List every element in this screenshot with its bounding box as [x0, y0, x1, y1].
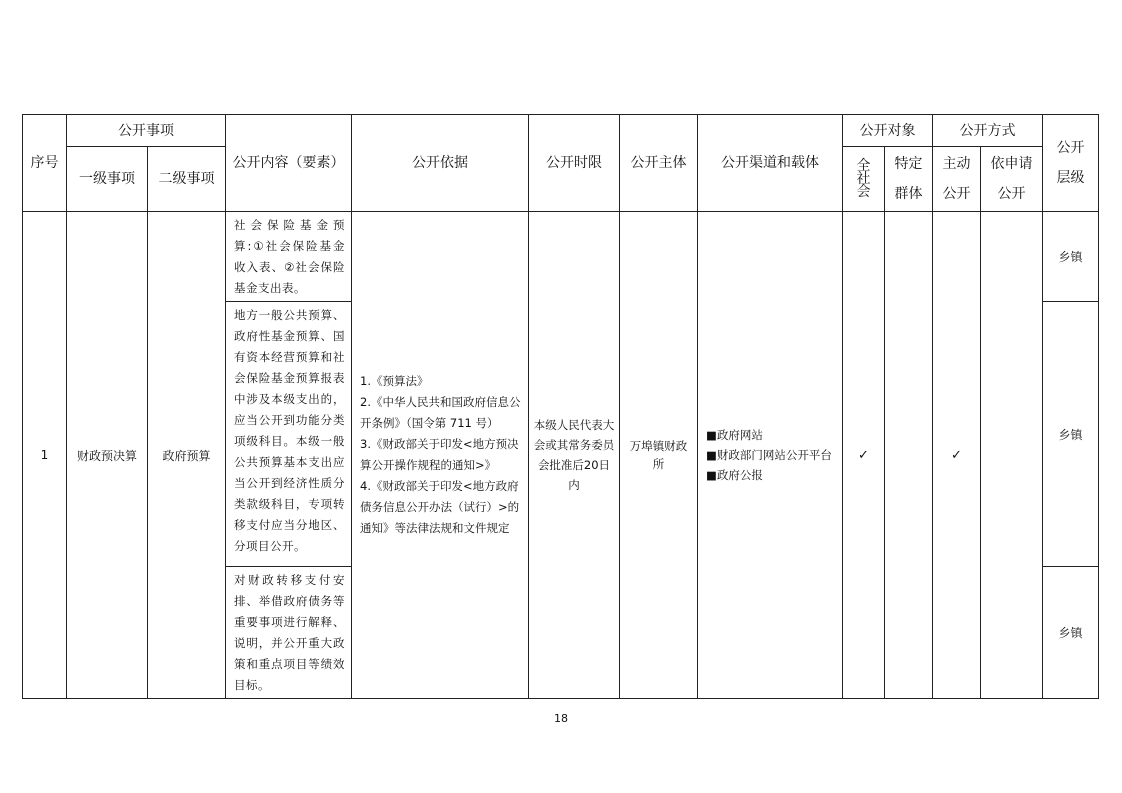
row-level-1: 乡镇 [1043, 212, 1099, 302]
row-all-society-check: ✓ [843, 212, 885, 699]
header-level2: 二级事项 [148, 147, 226, 212]
header-time-limit: 公开时限 [529, 115, 620, 212]
row-level-3: 乡镇 [1043, 567, 1099, 699]
row-level-2: 乡镇 [1043, 302, 1099, 567]
header-active-line2: 公开 [942, 186, 971, 202]
row-specific-check [885, 212, 933, 699]
header-level [1043, 115, 1099, 212]
row-basis [352, 212, 529, 699]
disclosure-table [22, 114, 1099, 699]
header-row-1 [23, 115, 1099, 147]
page-number: 18 [554, 712, 568, 725]
header-content: 公开内容（要素） [226, 115, 352, 212]
row-content-3: 对财政转移支付安排、举借政府债务等重要事项进行解释、说明，并公开重大政策和重点项目等绩效目标。 [226, 567, 352, 699]
row-content-2: 地方一般公共预算、政府性基金预算、国有资本经营预算和社会保险基金预算报表中涉及本级支出的，应当公开到功能分类项级科目。本级一般公共预算基本支出应当公开到经济性质分类款级科目，专项转移支付应当分地区、分项目公开。 [226, 302, 352, 567]
header-subject: 公开主体 [620, 115, 698, 212]
row-apply-check [981, 212, 1043, 699]
header-channel: 公开渠道和载体 [698, 115, 843, 212]
row-content-1: 社会保险基金预算:①社会保险基金收入表、②社会保险基金支出表。 [226, 212, 352, 302]
table-row [23, 212, 1099, 302]
row-channels [698, 212, 843, 699]
basis-item: 1.《预算法》 [360, 374, 429, 388]
header-all-society-char: 全 [856, 157, 871, 174]
row-active-check: ✓ [933, 212, 981, 699]
row-seq: 1 [23, 212, 67, 699]
header-apply [981, 147, 1043, 212]
header-level-line1: 公开 [1056, 140, 1085, 156]
header-apply-line1: 依申请 [990, 156, 1033, 172]
row-level1: 财政预决算 [67, 212, 148, 699]
header-seq: 序号 [23, 115, 67, 212]
row-level2: 政府预算 [148, 212, 226, 699]
basis-item: 4.《财政部关于印发<地方政府债务信息公开办法（试行）>的通知》等法律法规和文件规定 [360, 479, 520, 535]
channel-item: ■财政部门网站公开平台 [706, 448, 832, 462]
header-level-line2: 层级 [1056, 170, 1085, 186]
header-specific-line2: 群体 [894, 186, 923, 202]
row-subject: 万埠镇财政所 [620, 212, 698, 699]
header-level1: 一级事项 [67, 147, 148, 212]
header-all-society-char: 会 [856, 183, 871, 200]
basis-item: 3.《财政部关于印发<地方预决算公开操作规程的通知>》 [360, 437, 519, 472]
channel-item: ■政府公报 [706, 468, 763, 482]
header-method: 公开方式 [933, 115, 1043, 147]
header-items: 公开事项 [67, 115, 226, 147]
header-all-society [843, 147, 885, 212]
header-target: 公开对象 [843, 115, 933, 147]
header-specific [885, 147, 933, 212]
header-basis: 公开依据 [352, 115, 529, 212]
channel-item: ■政府网站 [706, 428, 763, 442]
row-time-limit: 本级人民代表大会或其常务委员会批准后20日内 [529, 212, 620, 699]
header-active-line1: 主动 [942, 156, 971, 172]
header-specific-line1: 特定 [894, 156, 923, 172]
header-all-society-char: 社 [856, 170, 871, 187]
basis-item: 2.《中华人民共和国政府信息公开条例》（国令第 711 号） [360, 395, 521, 430]
header-apply-line2: 公开 [997, 186, 1026, 202]
header-active [933, 147, 981, 212]
